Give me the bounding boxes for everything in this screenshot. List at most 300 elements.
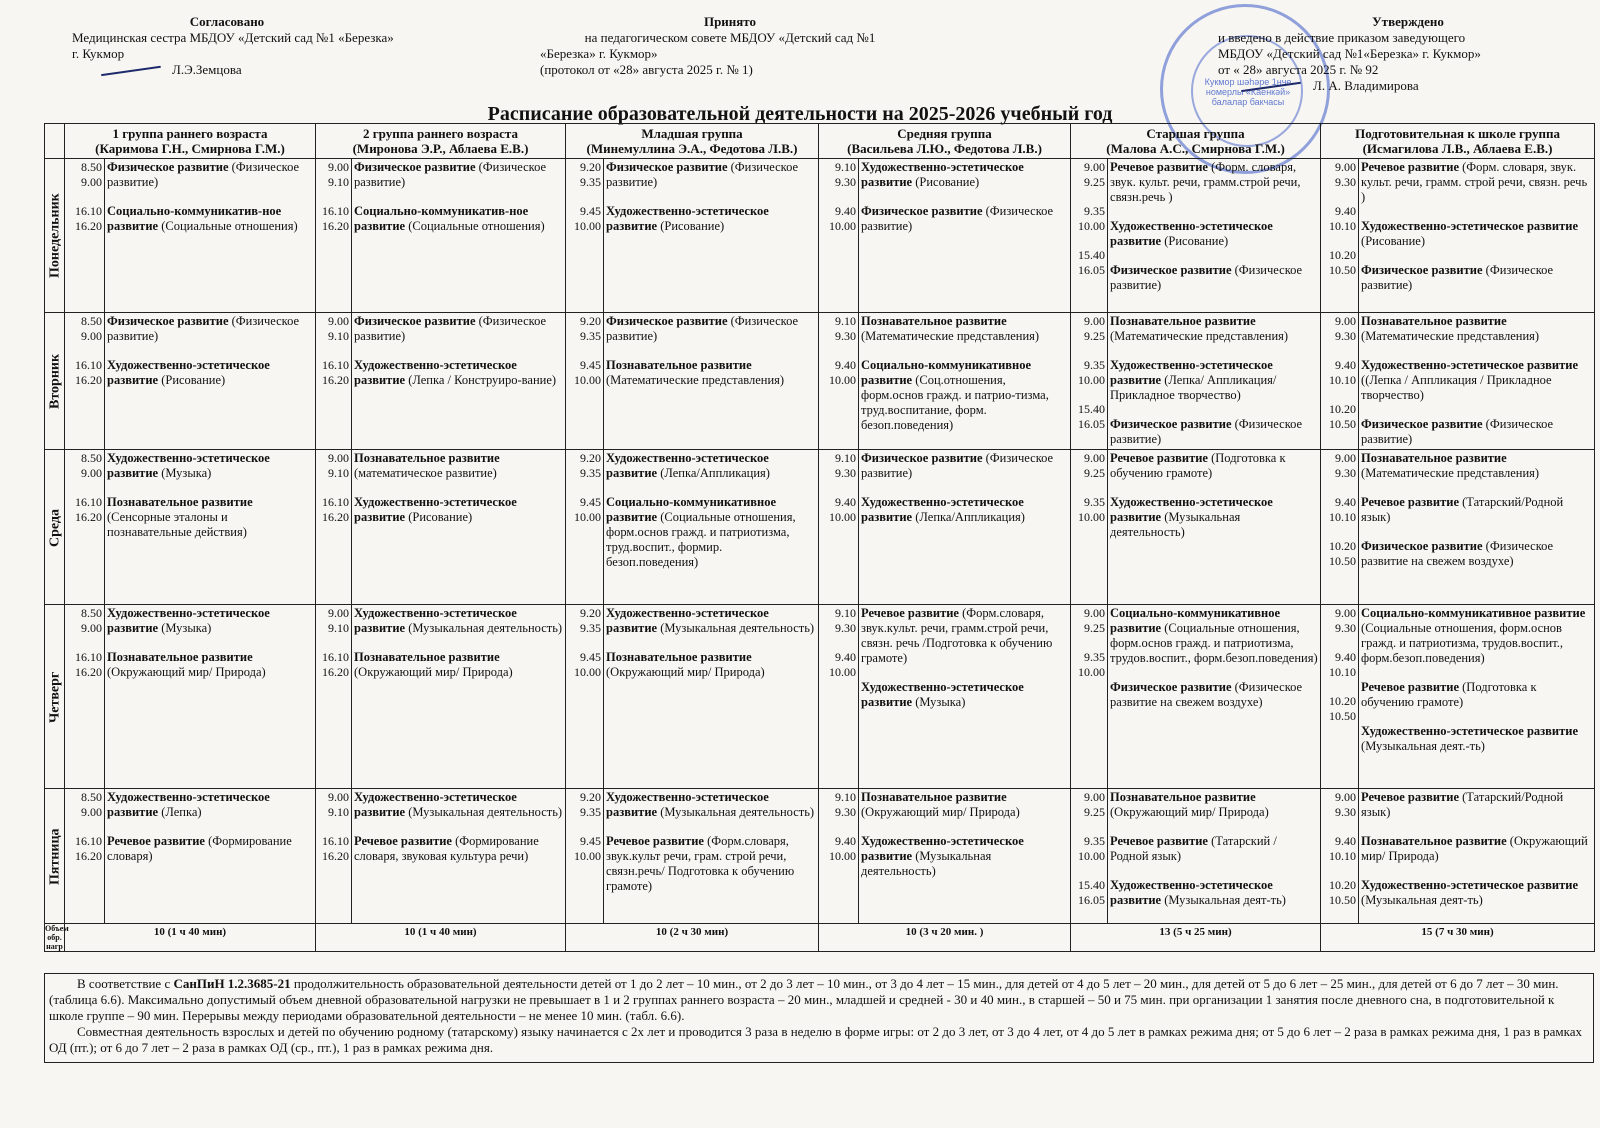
- approval-signature-name: Л.Э.Земцова: [172, 62, 242, 77]
- session-time: 9.40 10.00: [829, 650, 857, 679]
- group-header-row: [45, 124, 1595, 159]
- activity-area: Художественно-эстетическое развитие: [1361, 724, 1579, 738]
- session: [107, 650, 313, 680]
- spacer: [1110, 666, 1318, 680]
- session: [107, 834, 313, 864]
- spacer: [1323, 820, 1356, 834]
- activity-cell: [604, 789, 819, 924]
- activity-detail: (Физическое развитие на свежем воздухе): [1361, 539, 1554, 568]
- activity-detail: (Рисование): [660, 219, 725, 233]
- activity-area: Художественно-эстетическое развитие: [1361, 878, 1579, 892]
- activity-detail: (Социальные отношения, форм.основ гражд. и патриотизма, трудов.воспит., форм.безоп.поведения): [1361, 621, 1563, 665]
- activity-area: Познавательное развитие: [606, 650, 752, 664]
- session-time: 9.10 9.30: [835, 314, 857, 343]
- activity-detail: (Рисование): [161, 373, 226, 387]
- activity-detail: (Физическое развитие): [1361, 417, 1554, 446]
- time-cell: [316, 605, 352, 789]
- activity-cell: [604, 450, 819, 605]
- activity-cell: [105, 313, 316, 450]
- accepted-block-council: [540, 14, 920, 78]
- session-time: 9.00 9.25: [1084, 606, 1106, 635]
- session: [861, 451, 1068, 481]
- activity-detail: (Социальные отношения): [161, 219, 298, 233]
- activity-detail: (Татарский / Родной язык): [1110, 834, 1277, 863]
- spacer: [318, 481, 349, 495]
- activity-detail: (Окружающий мир/ Природа): [606, 665, 765, 679]
- session-time: 10.20 10.50: [1329, 539, 1357, 568]
- spacer: [107, 481, 313, 495]
- session-time: 9.20 9.35: [580, 790, 601, 819]
- spacer: [354, 481, 563, 495]
- session-time: 9.40 10.10: [1329, 358, 1357, 387]
- day-row: [45, 605, 1595, 789]
- spacer: [821, 636, 856, 650]
- time-cell: [819, 159, 859, 313]
- footer-notes: [44, 973, 1594, 1063]
- activity-area: Познавательное развитие: [861, 314, 1007, 328]
- activity-cell: [1108, 450, 1321, 605]
- session-time: 9.40 10.00: [829, 204, 857, 233]
- day-row: [45, 159, 1595, 313]
- session: [107, 451, 313, 481]
- spacer: [1073, 234, 1105, 248]
- time-cell: [1321, 313, 1359, 450]
- session: [861, 160, 1068, 190]
- time-cell: [65, 450, 105, 605]
- session: [1110, 878, 1318, 908]
- activity-area: Социально-коммуникатив-ное развитие: [107, 204, 282, 233]
- spacer: [1110, 249, 1318, 263]
- session: [606, 314, 816, 344]
- spacer: [67, 344, 102, 358]
- activity-area: Физическое развитие: [1110, 680, 1232, 694]
- spacer: [861, 820, 1068, 834]
- activity-area: Физическое развитие: [107, 160, 229, 174]
- session-time: 16.10 16.20: [75, 834, 102, 863]
- spacer: [67, 481, 102, 495]
- spacer: [861, 666, 1068, 680]
- session: [107, 606, 313, 636]
- day-row: [45, 313, 1595, 450]
- spacer: [67, 190, 102, 204]
- group-header: [65, 124, 316, 159]
- time-cell: [65, 789, 105, 924]
- session: [1110, 358, 1318, 403]
- activity-detail: (Форм.словаря, звук.культ речи, грам. строй речи, связн.речь/ Подготовка к обучению грамоте): [606, 834, 795, 893]
- activity-cell: [604, 605, 819, 789]
- session-time: 9.00 9.30: [1335, 790, 1357, 819]
- approval-line: Медицинская сестра МБДОУ «Детский сад №1 «Березка»: [72, 30, 394, 45]
- activity-detail: (Социальные отношения, форм.основ гражд. и патриотизма, трудов.воспит., форм.безоп.поведения): [1110, 621, 1318, 665]
- session-time: 9.00 9.25: [1084, 451, 1106, 480]
- session: [1361, 417, 1592, 447]
- session-time: 16.10 16.20: [75, 204, 102, 233]
- spacer: [821, 190, 856, 204]
- session: [861, 204, 1068, 234]
- activity-area: Физическое развитие: [1110, 417, 1232, 431]
- time-cell: [566, 789, 604, 924]
- spacer: [354, 190, 563, 204]
- activity-area: Познавательное развитие: [107, 495, 253, 509]
- session: [1361, 263, 1592, 293]
- session-time: 9.00 9.10: [328, 451, 349, 480]
- session: [1110, 834, 1318, 864]
- activity-detail: (Физическое развитие): [107, 160, 300, 189]
- session-time: 9.10 9.30: [835, 790, 857, 819]
- spacer: [1361, 666, 1592, 680]
- activity-detail: ((Лепка / Аппликация / Прикладное творчество): [1361, 373, 1552, 402]
- spacer: [861, 190, 1068, 204]
- activity-cell: [1359, 450, 1595, 605]
- time-cell: [1071, 313, 1108, 450]
- spacer: [568, 636, 601, 650]
- spacer: [1361, 864, 1592, 878]
- activity-area: Физическое развитие: [1361, 417, 1483, 431]
- spacer: [67, 820, 102, 834]
- session: [606, 495, 816, 570]
- activity-area: Физическое развитие: [354, 160, 476, 174]
- session-time: 10.20 10.50: [1329, 878, 1357, 907]
- group-header: [1071, 124, 1321, 159]
- activity-cell: [1359, 159, 1595, 313]
- group-total: 13 (5 ч 25 мин): [1071, 924, 1321, 952]
- activity-detail: (Музыкальная деятельность): [1110, 510, 1241, 539]
- spacer: [1323, 636, 1356, 650]
- session: [606, 204, 816, 234]
- spacer: [318, 820, 349, 834]
- session-time: 9.20 9.35: [580, 451, 601, 480]
- session-time: 9.20 9.35: [580, 160, 601, 189]
- activity-detail: (Физическое развитие на свежем воздухе): [1110, 680, 1303, 709]
- spacer: [821, 344, 856, 358]
- activity-area: Социально-коммуникативное развитие: [1361, 606, 1586, 620]
- spacer: [318, 636, 349, 650]
- group-teachers: (Васильева Л.Ю., Федотова Л.В.): [847, 141, 1042, 156]
- footer-sanpin-ref: СанПиН 1.2.3685-21: [173, 976, 291, 991]
- spacer: [1110, 403, 1318, 417]
- activity-area: Художественно-эстетическое развитие: [1361, 358, 1579, 372]
- session: [606, 650, 816, 680]
- group-header: [316, 124, 566, 159]
- session-time: 9.40 10.10: [1329, 650, 1357, 679]
- session-time: 8.50 9.00: [81, 606, 102, 635]
- time-cell: [1321, 450, 1359, 605]
- activity-cell: [352, 789, 566, 924]
- spacer: [1110, 344, 1318, 358]
- activity-area: Познавательное развитие: [1110, 314, 1256, 328]
- footer-paragraph: Совместная деятельность взрослых и детей по обучению родному (татарскому) языку начинается с 2х лет и проводится 3 раза в неделю в форме игры: от 2 до 3 лет, от 3 до 4 лет, от 4 до 5 лет в рамках режима дня; от 5 до 6 лет – 2 раза в рамках режима дня, 1 раз в рамках ОД (пт.); от 6 до 7 лет – 2 раза в рамках ОД (ср., пт.), 1 раз в рамках режима дня.: [49, 1024, 1582, 1055]
- session-time: 9.10 9.30: [835, 451, 857, 480]
- activity-detail: (Форм. словаря, звук. культ. речи, грамм. строй речи, связн. речь ): [1361, 160, 1588, 204]
- session: [354, 790, 563, 820]
- activity-detail: (Музыка): [161, 466, 212, 480]
- activity-area: Речевое развитие: [1110, 451, 1208, 465]
- spacer: [1110, 820, 1318, 834]
- session-time: 9.00 9.10: [328, 790, 349, 819]
- session-time: 9.00 9.25: [1084, 314, 1106, 343]
- group-name: Младшая группа: [641, 126, 743, 141]
- activity-detail: (Форм. словаря, звук. культ. речи, грамм.строй речи, связн.речь ): [1110, 160, 1301, 204]
- session-time: 9.35 10.00: [1078, 650, 1106, 679]
- page-title: Расписание образовательной деятельности на 2025-2026 учебный год: [487, 103, 1113, 125]
- activity-cell: [1359, 605, 1595, 789]
- activity-area: Физическое развитие: [1110, 263, 1232, 277]
- activity-detail: (Социальные отношения): [408, 219, 545, 233]
- group-teachers: (Минемуллина Э.А., Федотова Л.В.): [586, 141, 798, 156]
- totals-label: Объем обр. нагр: [45, 924, 69, 951]
- spacer: [568, 190, 601, 204]
- spacer: [1361, 481, 1592, 495]
- session-time: 9.40 10.10: [1329, 204, 1357, 233]
- activity-detail: (Формирование словаря, звуковая культура речи): [354, 834, 539, 863]
- spacer: [1110, 481, 1318, 495]
- activity-detail: (Физическое развитие): [606, 314, 799, 343]
- group-header: [566, 124, 819, 159]
- accepted-title: Принято: [703, 14, 757, 29]
- session: [1110, 417, 1318, 447]
- session: [861, 790, 1068, 820]
- time-cell: [316, 159, 352, 313]
- time-cell: [819, 450, 859, 605]
- spacer: [107, 820, 313, 834]
- activity-area: Познавательное развитие: [107, 650, 253, 664]
- activity-cell: [1108, 313, 1321, 450]
- spacer: [1073, 481, 1105, 495]
- activity-detail: (Рисование): [1164, 234, 1229, 248]
- spacer: [107, 344, 313, 358]
- group-name: Подготовительная к школе группа: [1355, 126, 1560, 141]
- activity-detail: (Математические представления): [1361, 466, 1540, 480]
- spacer: [1361, 403, 1592, 417]
- activity-detail: (Окружающий мир/ Природа): [107, 665, 266, 679]
- activity-area: Художественно-эстетическое развитие: [861, 495, 1024, 524]
- session: [354, 314, 563, 344]
- activity-cell: [1359, 789, 1595, 924]
- activity-detail: (Музыкальная деятельность): [861, 849, 992, 878]
- session-time: 9.45 10.00: [574, 204, 601, 233]
- session-time: 9.00 9.30: [1335, 451, 1357, 480]
- spacer: [67, 636, 102, 650]
- activity-detail: (Математические представления): [1110, 329, 1289, 343]
- session: [354, 834, 563, 864]
- session-time: 9.20 9.35: [580, 606, 601, 635]
- session-time: 9.35 10.00: [1078, 834, 1106, 863]
- session: [1361, 680, 1592, 710]
- accepted-line: (протокол от «28» августа 2025 г. № 1): [540, 62, 753, 77]
- spacer: [1323, 680, 1356, 694]
- session: [1110, 451, 1318, 481]
- time-cell: [1321, 605, 1359, 789]
- spacer: [1073, 864, 1105, 878]
- activity-cell: [105, 605, 316, 789]
- activity-detail: (Окружающий мир/ Природа): [354, 665, 513, 679]
- spacer: [1073, 820, 1105, 834]
- session: [606, 451, 816, 481]
- session-time: 9.35 10.00: [1078, 495, 1106, 524]
- activity-detail: (Физическое развитие): [861, 451, 1054, 480]
- activity-area: Художественно-эстетическое развитие: [107, 451, 270, 480]
- session-time: 9.35 10.00: [1078, 358, 1106, 387]
- time-cell: [566, 450, 604, 605]
- session-time: 9.10 9.30: [835, 606, 857, 635]
- time-cell: [566, 605, 604, 789]
- activity-area: Познавательное развитие: [1361, 451, 1507, 465]
- activity-detail: (Лепка/ Аппликация/ Прикладное творчество): [1110, 373, 1277, 402]
- time-cell: [566, 313, 604, 450]
- activity-detail: (Физическое развитие): [861, 204, 1054, 233]
- spacer: [107, 190, 313, 204]
- activity-cell: [604, 159, 819, 313]
- activity-area: Социально-коммуникативное развитие: [606, 495, 777, 524]
- spacer: [1361, 249, 1592, 263]
- spacer: [606, 344, 816, 358]
- session-time: 10.20 10.50: [1329, 248, 1357, 277]
- spacer: [1323, 234, 1356, 248]
- session: [1110, 790, 1318, 820]
- session: [1361, 790, 1592, 820]
- session-time: 9.40 10.00: [829, 495, 857, 524]
- group-name: Старшая группа: [1146, 126, 1245, 141]
- session: [861, 314, 1068, 344]
- spacer: [1361, 525, 1592, 539]
- activity-area: Художественно-эстетическое развитие: [354, 790, 517, 819]
- activity-detail: (Подготовка к обучению грамоте): [1361, 680, 1537, 709]
- session-time: 9.45 10.00: [574, 495, 601, 524]
- activity-area: Речевое развитие: [1361, 495, 1459, 509]
- session: [354, 358, 563, 388]
- activity-detail: (Форм.словаря, звук.культ. речи, грамм.строй речи, связн. речь /Подготовка к обучению грамоте): [861, 606, 1053, 665]
- session: [107, 358, 313, 388]
- session: [606, 160, 816, 190]
- session: [1361, 724, 1592, 754]
- session: [1361, 606, 1592, 666]
- activity-detail: (Подготовка к обучению грамоте): [1110, 451, 1286, 480]
- activity-cell: [352, 450, 566, 605]
- spacer: [318, 190, 349, 204]
- session: [107, 314, 313, 344]
- day-label: Вторник: [45, 313, 65, 450]
- activity-detail: (Физическое развитие): [354, 314, 547, 343]
- activity-area: Художественно-эстетическое развитие: [606, 204, 769, 233]
- activity-area: Социально-коммуникатив-ное развитие: [354, 204, 529, 233]
- spacer: [1323, 344, 1356, 358]
- session-time: 9.00 9.30: [1335, 606, 1357, 635]
- activity-area: Познавательное развитие: [861, 790, 1007, 804]
- session-time: 9.45 10.00: [574, 358, 601, 387]
- session: [354, 160, 563, 190]
- group-name: 1 группа раннего возраста: [112, 126, 268, 141]
- day-row: [45, 789, 1595, 924]
- spacer: [606, 481, 816, 495]
- time-cell: [316, 450, 352, 605]
- activity-cell: [352, 605, 566, 789]
- activity-area: Художественно-эстетическое развитие: [1361, 219, 1579, 233]
- spacer: [1110, 864, 1318, 878]
- group-teachers: (Исмагилова Л.В., Аблаева Е.В.): [1362, 141, 1553, 156]
- activity-detail: (Сенсорные эталоны и познавательные действия): [107, 510, 247, 539]
- session-time: 9.40 10.10: [1329, 834, 1357, 863]
- session-time: 8.50 9.00: [81, 160, 102, 189]
- session: [1361, 314, 1592, 344]
- time-cell: [1321, 789, 1359, 924]
- activity-detail: (Математические представления): [1361, 329, 1540, 343]
- session-time: 16.10 16.20: [322, 495, 349, 524]
- spacer: [861, 344, 1068, 358]
- group-teachers: (Каримова Г.Н., Смирнова Г.М.): [95, 141, 285, 156]
- session-time: 9.00 9.10: [328, 606, 349, 635]
- spacer: [568, 820, 601, 834]
- spacer: [606, 820, 816, 834]
- time-cell: [65, 313, 105, 450]
- activity-area: Художественно-эстетическое развитие: [861, 834, 1024, 863]
- spacer: [1361, 205, 1592, 219]
- session-time: 16.10 16.20: [322, 650, 349, 679]
- activity-cell: [105, 789, 316, 924]
- activity-area: Художественно-эстетическое развитие: [107, 606, 270, 635]
- spacer: [1323, 525, 1356, 539]
- activity-area: Познавательное развитие: [1110, 790, 1256, 804]
- group-teachers: (Малова А.С., Смирнова Г.М.): [1106, 141, 1285, 156]
- approval-title: Согласовано: [189, 14, 265, 29]
- session-time: 9.35 10.00: [1078, 204, 1106, 233]
- session-time: 8.50 9.00: [81, 790, 102, 819]
- activity-detail: (Математические представления): [861, 329, 1040, 343]
- activity-area: Познавательное развитие: [606, 358, 752, 372]
- session-time: 9.00 9.25: [1084, 790, 1106, 819]
- session: [1361, 878, 1592, 908]
- session: [354, 451, 563, 481]
- activity-area: Художественно-эстетическое развитие: [606, 451, 769, 480]
- activity-cell: [352, 313, 566, 450]
- activity-area: Познавательное развитие: [354, 451, 500, 465]
- day-label: Понедельник: [45, 159, 65, 313]
- activity-area: Художественно-эстетическое развитие: [606, 790, 769, 819]
- approved-line: от « 28» августа 2025 г. № 92: [1218, 62, 1379, 77]
- stamp-text: Кукмор шәһәре 1нче номерлы «Каенкәй» балалар бакчасы: [1204, 77, 1292, 107]
- approval-line: г. Кукмор: [72, 46, 125, 61]
- time-cell: [1071, 789, 1108, 924]
- session-time: 10.20 10.50: [1329, 402, 1357, 431]
- activity-cell: [105, 159, 316, 313]
- activity-area: Художественно-эстетическое развитие: [107, 358, 270, 387]
- time-cell: [819, 789, 859, 924]
- activity-area: Художественно-эстетическое развитие: [354, 606, 517, 635]
- activity-area: Речевое развитие: [107, 834, 205, 848]
- activity-cell: [1108, 789, 1321, 924]
- spacer: [1323, 190, 1356, 204]
- group-header: [819, 124, 1071, 159]
- activity-detail: (Окружающий мир/ Природа): [1361, 834, 1588, 863]
- activity-area: Социально-коммуникативное развитие: [1110, 606, 1281, 635]
- session-time: 9.10 9.30: [835, 160, 857, 189]
- spacer: [1110, 205, 1318, 219]
- day-label: Четверг: [45, 605, 65, 789]
- time-cell: [566, 159, 604, 313]
- spacer: [568, 481, 601, 495]
- spacer: [861, 481, 1068, 495]
- session: [606, 358, 816, 388]
- time-cell: [316, 789, 352, 924]
- activity-cell: [859, 789, 1071, 924]
- activity-cell: [859, 313, 1071, 450]
- spacer: [1323, 388, 1356, 402]
- spacer: [606, 636, 816, 650]
- session-time: 16.10 16.20: [322, 358, 349, 387]
- session-time: 9.00 9.30: [1335, 160, 1357, 189]
- session-time: 9.00 9.10: [328, 314, 349, 343]
- activity-detail: (Окружающий мир/ Природа): [1110, 805, 1269, 819]
- session-time: 9.40 10.10: [1329, 495, 1357, 524]
